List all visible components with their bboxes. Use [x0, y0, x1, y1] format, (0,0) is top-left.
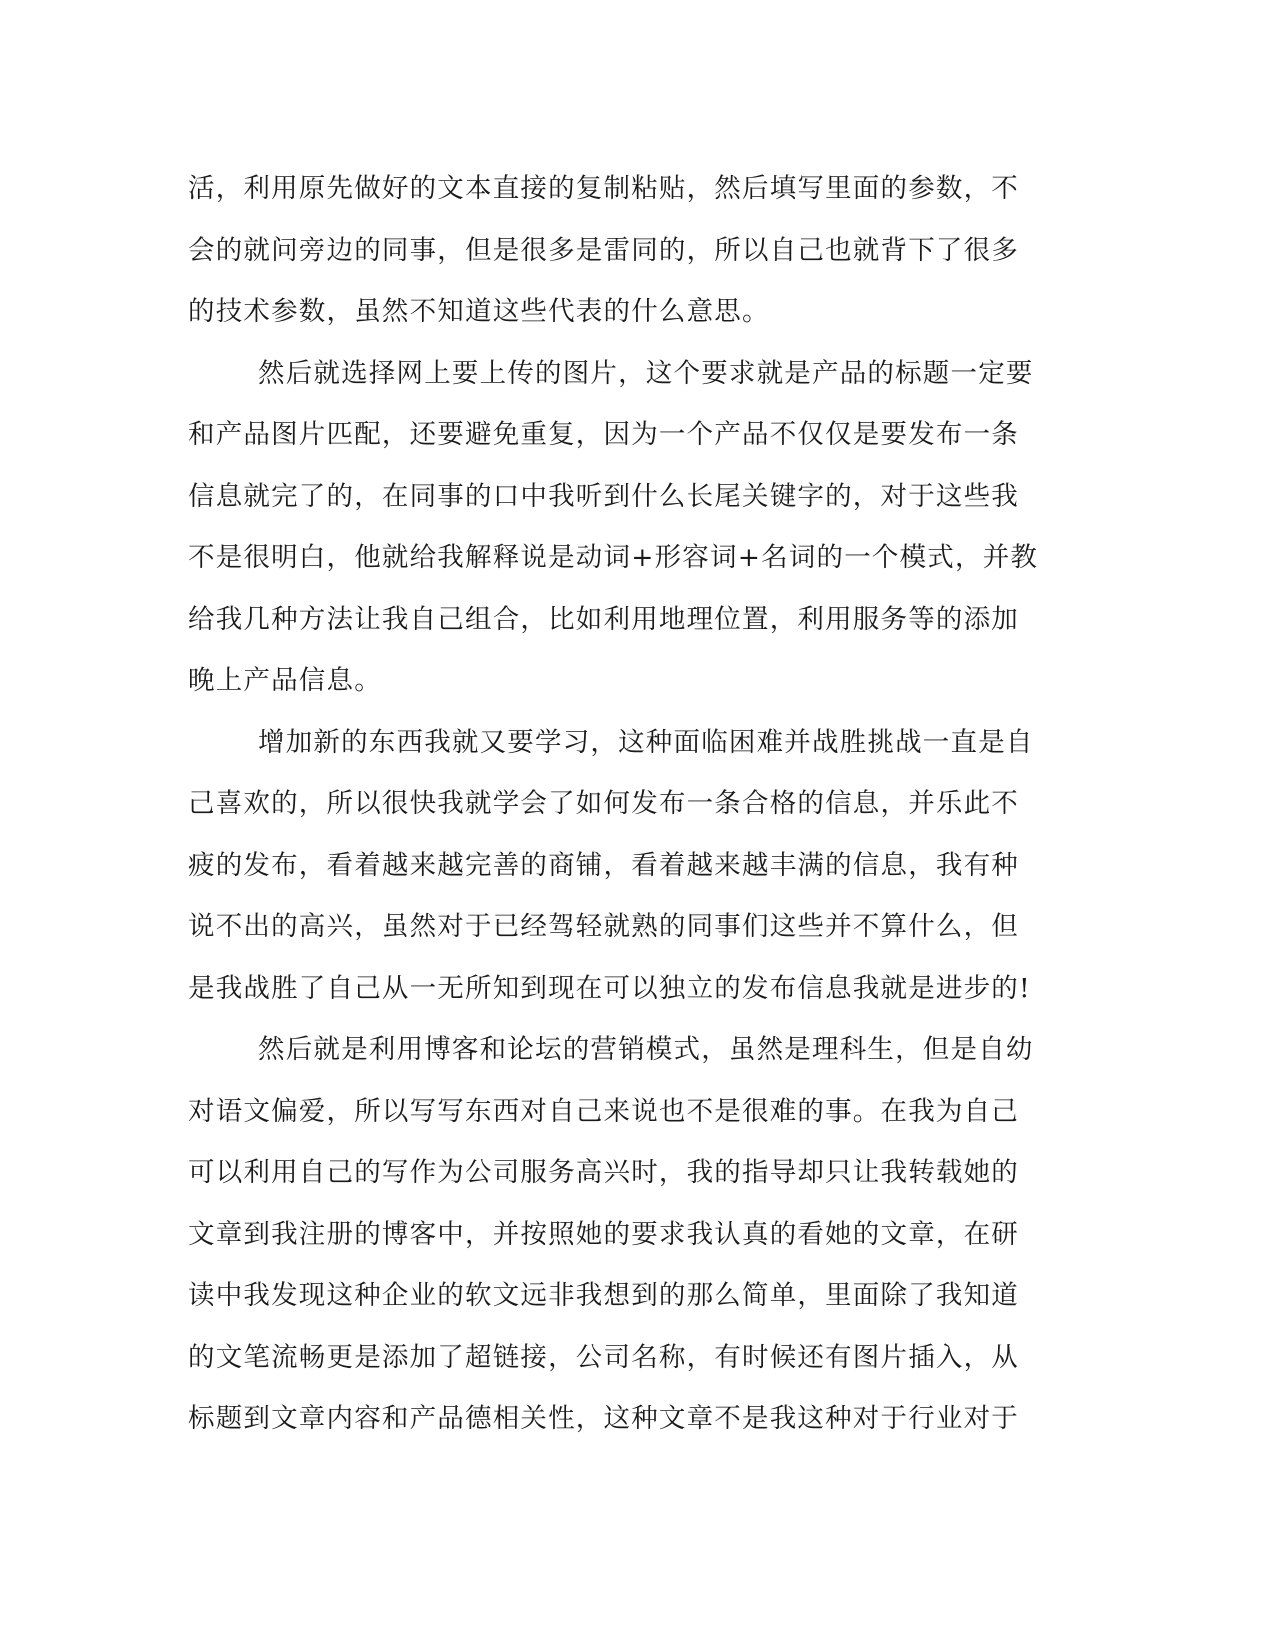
text-line: 文章到我注册的博客中，并按照她的要求我认真的看她的文章，在研 — [188, 1218, 1019, 1250]
text-line: 己喜欢的，所以很快我就学会了如何发布一条合格的信息，并乐此不 — [188, 788, 1019, 819]
text-line: 是我战胜了自己从一无所知到现在可以独立的发布信息我就是进步的! — [188, 972, 1031, 1004]
text-line: 说不出的高兴，虽然对于已经驾轻就熟的同事们这些并不算什么，但 — [188, 911, 1019, 942]
paragraph-first-line: 然后就选择网上要上传的图片，这个要求就是产品的标题一定要 — [258, 357, 1034, 389]
text-line: 可以利用自己的写作为公司服务高兴时，我的指导却只让我转载她的 — [188, 1157, 1019, 1188]
text-line: 信息就完了的，在同事的口中我听到什么长尾关键字的，对于这些我 — [188, 480, 1019, 512]
text-line: 和产品图片匹配，还要避免重复，因为一个产品不仅仅是要发布一条 — [188, 419, 1019, 450]
text-line: 读中我发现这种企业的软文远非我想到的那么简单，里面除了我知道 — [188, 1280, 1019, 1311]
text-line: 对语文偏爱，所以写写东西对自己来说也不是很难的事。在我为自己 — [188, 1095, 1019, 1127]
paragraph-first-line: 然后就是利用博客和论坛的营销模式，虽然是理科生，但是自幼 — [258, 1034, 1034, 1065]
paragraph-first-line: 增加新的东西我就又要学习，这种面临困难并战胜挑战一直是自 — [258, 726, 1034, 758]
body-text — [188, 158, 1068, 1450]
text-line: 活，利用原先做好的文本直接的复制粘贴，然后填写里面的参数，不 — [188, 173, 1019, 204]
text-line: 晚上产品信息。 — [188, 665, 382, 696]
text-line: 会的就问旁边的同事，但是很多是雷同的，所以自己也就背下了很多 — [188, 234, 1019, 266]
text-line: 不是很明白，他就给我解释说是动词+形容词+名词的一个模式，并教 — [188, 542, 1039, 573]
text-line: 的技术参数，虽然不知道这些代表的什么意思。 — [188, 296, 770, 327]
text-line: 给我几种方法让我自己组合，比如利用地理位置，利用服务等的添加 — [188, 603, 1019, 635]
text-line: 疲的发布，看着越来越完善的商铺，看着越来越丰满的信息，我有种 — [188, 849, 1019, 881]
text-line: 标题到文章内容和产品德相关性，这种文章不是我这种对于行业对于 — [188, 1403, 1019, 1434]
text-line: 的文笔流畅更是添加了超链接，公司名称，有时候还有图片插入，从 — [188, 1341, 1019, 1373]
